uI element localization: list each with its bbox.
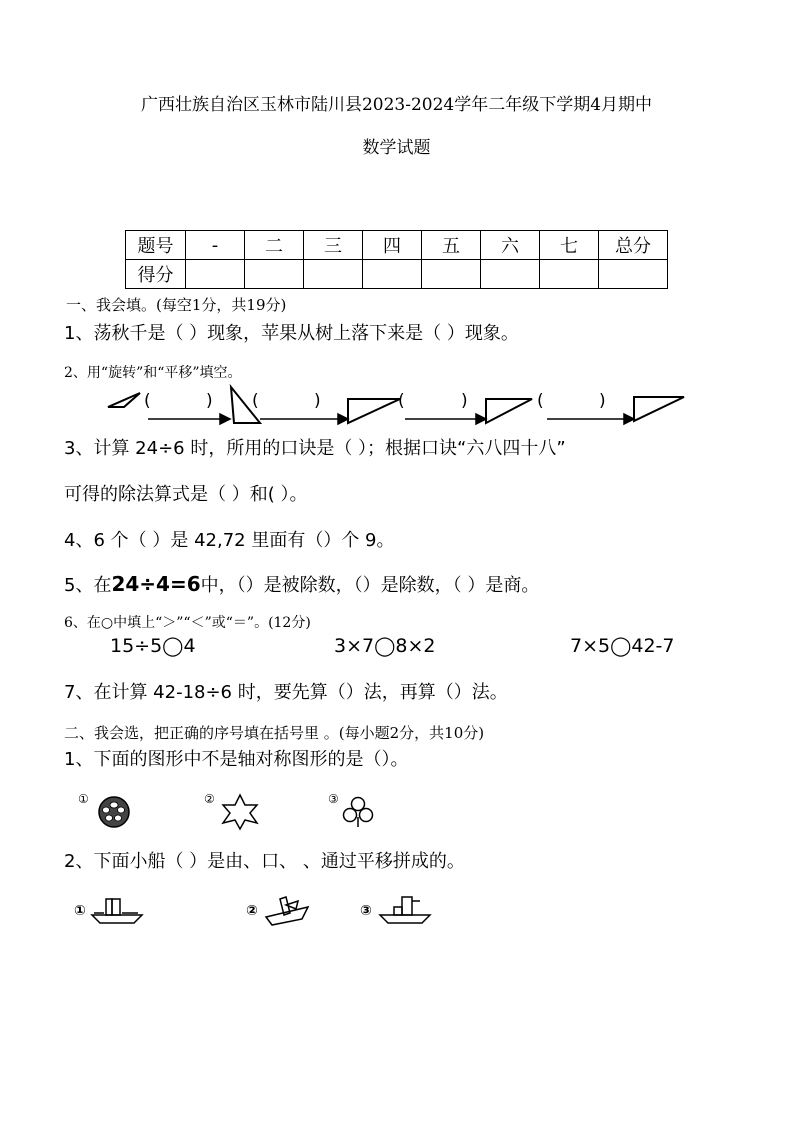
s2-question-2: 2、下面小船（ ）是由、口、 、通过平移拼成的。 xyxy=(64,851,465,872)
score-table-header-row xyxy=(126,231,668,260)
s1-question-3-line1: 3、计算 24÷6 时，所用的口诀是（ ）；根据口诀“六八四十八” xyxy=(64,438,566,459)
q5-prefix: 5、在 xyxy=(64,575,112,596)
option-label: ③ xyxy=(360,903,372,919)
compare-item-1: 15÷5◯4 xyxy=(110,635,196,657)
score-header-cell: 四 xyxy=(363,231,422,260)
score-cell[interactable] xyxy=(363,260,422,289)
compare-item-3: 7×5◯42-7 xyxy=(570,635,675,657)
blank-paren-open: ( xyxy=(144,391,151,411)
option-label: ② xyxy=(246,903,258,919)
section2-heading: 二、我会选，把正确的序号填在括号里 。(每小题2分，共10分) xyxy=(64,724,485,742)
blank-paren-close: ) xyxy=(599,391,606,411)
score-header-cell: 五 xyxy=(422,231,481,260)
option-label: ① xyxy=(74,903,86,919)
option-label: ③ xyxy=(328,792,339,806)
score-cell[interactable] xyxy=(186,260,245,289)
blank-paren-open: ( xyxy=(398,391,405,411)
score-table xyxy=(125,230,668,289)
compare-item-2: 3×7◯8×2 xyxy=(334,635,436,657)
shape-parallelogram-1 xyxy=(108,393,140,407)
q5-suffix: 中，（）是被除数，（）是除数，（ ）是商。 xyxy=(200,575,540,596)
figure-arrows xyxy=(148,414,634,424)
blank-paren-open: ( xyxy=(252,391,259,411)
score-cell[interactable] xyxy=(540,260,599,289)
shape-triangle-5 xyxy=(634,397,684,421)
exam-title: 广西壮族自治区玉林市陆川县2023-2024学年二年级下学期4月期中 xyxy=(140,95,653,115)
score-header-cell: - xyxy=(186,231,245,260)
score-row-label: 得分 xyxy=(126,260,186,289)
s1-question-3-line2: 可得的除法算式是（ ）和( ）。 xyxy=(64,484,308,505)
shape-triangle-4 xyxy=(486,399,532,423)
score-header-cell: 三 xyxy=(304,231,363,260)
boat-1-icon xyxy=(90,893,146,925)
blank-paren-open: ( xyxy=(537,391,544,411)
boat-3-icon xyxy=(378,893,432,925)
exam-subtitle: 数学试题 xyxy=(362,138,431,158)
s2-question-1: 1、下面的图形中不是轴对称图形的是（）。 xyxy=(64,749,409,770)
option-label: ① xyxy=(78,792,89,806)
blank-paren-close: ) xyxy=(314,391,321,411)
figure-shapes xyxy=(108,387,684,423)
clover-icon xyxy=(340,795,376,829)
section1-heading: 一、我会填。(每空1分，共19分) xyxy=(66,296,287,314)
six-point-star-icon xyxy=(220,793,260,831)
s1-question-6: 6、在○中填上“＞”“＜”或“＝”。(12分) xyxy=(64,615,311,631)
q5-expression: 24÷4=6 xyxy=(111,572,201,596)
s1-question-1: 1、荡秋千是（ ）现象，苹果从树上落下来是（ ）现象。 xyxy=(64,323,519,344)
score-header-cell: 二 xyxy=(245,231,304,260)
badge-flower-icon xyxy=(94,796,134,828)
boat-2-icon xyxy=(262,893,312,927)
shape-triangle-3 xyxy=(348,399,400,423)
score-cell[interactable] xyxy=(245,260,304,289)
score-cell[interactable] xyxy=(422,260,481,289)
blank-paren-close: ) xyxy=(461,391,468,411)
option-label: ② xyxy=(204,792,215,806)
score-header-cell: 总分 xyxy=(599,231,668,260)
score-cell[interactable] xyxy=(304,260,363,289)
score-cell[interactable] xyxy=(599,260,668,289)
s1-question-2: 2、用“旋转”和“平移”填空。 xyxy=(64,365,242,381)
score-cell[interactable] xyxy=(481,260,540,289)
score-header-cell: 六 xyxy=(481,231,540,260)
s1-question-5 xyxy=(64,571,539,597)
score-header-cell: 七 xyxy=(540,231,599,260)
score-table-score-row xyxy=(126,260,668,289)
score-header-cell: 题号 xyxy=(126,231,186,260)
blank-paren-close: ) xyxy=(206,391,213,411)
s1-question-4: 4、6 个（ ）是 42,72 里面有（）个 9。 xyxy=(64,530,395,551)
s1-question-7: 7、在计算 42-18÷6 时，要先算（）法，再算（）法。 xyxy=(64,682,508,703)
